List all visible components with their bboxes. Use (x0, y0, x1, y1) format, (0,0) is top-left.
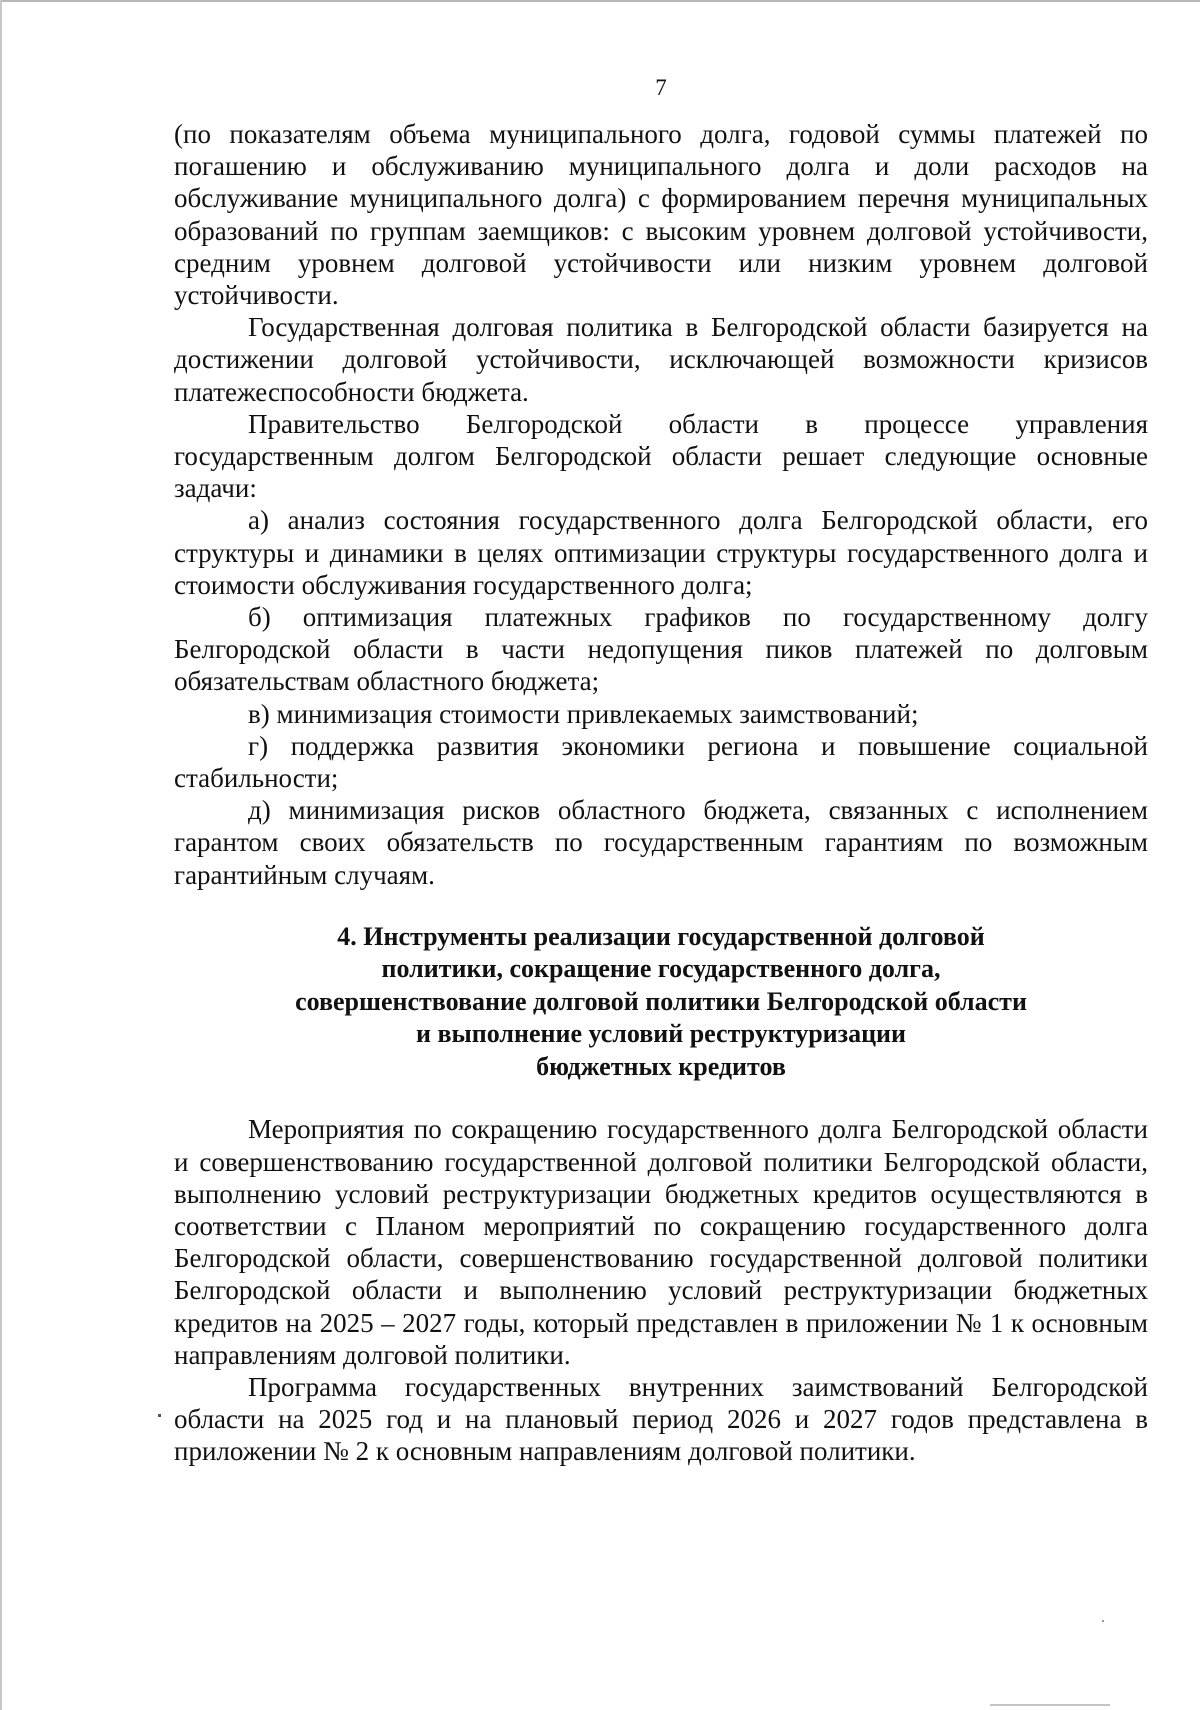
scan-speck (1102, 1620, 1104, 1622)
page-number: 7 (655, 75, 667, 100)
list-item-task-e: д) минимизация рисков областного бюджета, связанных с исполнением гарантом своих обязательств по государственным гарантиям по возможным гарантийным случаям. (174, 795, 1148, 890)
scan-speck (158, 1414, 161, 1417)
document-body (174, 118, 1148, 1468)
scan-edge-bottom (990, 1704, 1110, 1706)
section-heading-line: 4. Инструменты реализации государственной долговой (337, 921, 985, 951)
section-heading-line: и выполнение условий реструктуризации (415, 1019, 907, 1049)
scan-edge-top (0, 0, 1200, 2)
list-item-task-a: а) анализ состояния государственного долга Белгородской области, его структуры и динамики в целях оптимизации структуры государственного долга и стоимости обслуживания государственного долга; (174, 505, 1148, 600)
paragraph-measures: Мероприятия по сокращению государственного долга Белгородской области и совершенствованию государственной долговой политики Белгородской области, выполнению условий реструктуризации бюджетных кредитов осуществляются в соответствии с Планом мероприятий по сокращению государственного долга Белгородской области, совершенствованию государственной долговой политики Белгородской области и выполнению условий реструктуризации бюджетных кредитов на 2025 – 2027 годы, который представлен в приложении № 1 к основным направлениям долговой политики. (174, 1114, 1148, 1370)
paragraph-debt-policy-basis: Государственная долговая политика в Белгородской области базируется на достижении долговой устойчивости, исключающей возможности кризисов платежеспособности бюджета. (174, 312, 1148, 407)
section-heading (174, 921, 1148, 1084)
paragraph-continuation: (по показателям объема муниципального долга, годовой суммы платежей по погашению и обслуживанию муниципального долга и доли расходов на обслуживание муниципального долга) с формированием перечня муниципальных образований по группам заемщиков: с высоким уровнем долговой устойчивости, средним уровнем долговой устойчивости или низким уровнем долговой устойчивости. (174, 119, 1148, 311)
paragraph-borrowing-program: Программа государственных внутренних заимствований Белгородской области на 2025 год и на плановый период 2026 и 2027 годов представлена в приложении № 2 к основным направлениям долговой политики. (174, 1372, 1148, 1467)
section-heading-line: политики, сокращение государственного долга, (381, 954, 941, 984)
list-item-task-d: г) поддержка развития экономики региона и повышение социальной стабильности; (174, 730, 1148, 794)
section-heading-line: совершенствование долговой политики Белгородской области (295, 986, 1027, 1016)
scan-edge-left (0, 0, 2, 1710)
paragraph-government-tasks: Правительство Белгородской области в процессе управления государственным долгом Белгородской области решает следующие основные задачи: (174, 408, 1148, 504)
section-heading-line: бюджетных кредитов (536, 1051, 786, 1081)
list-item-task-c: в) минимизация стоимости привлекаемых заимствований; (248, 698, 919, 729)
list-item-task-b: б) оптимизация платежных графиков по государственному долгу Белгородской области в части недопущения пиков платежей по долговым обязательствам областного бюджета; (174, 602, 1148, 697)
